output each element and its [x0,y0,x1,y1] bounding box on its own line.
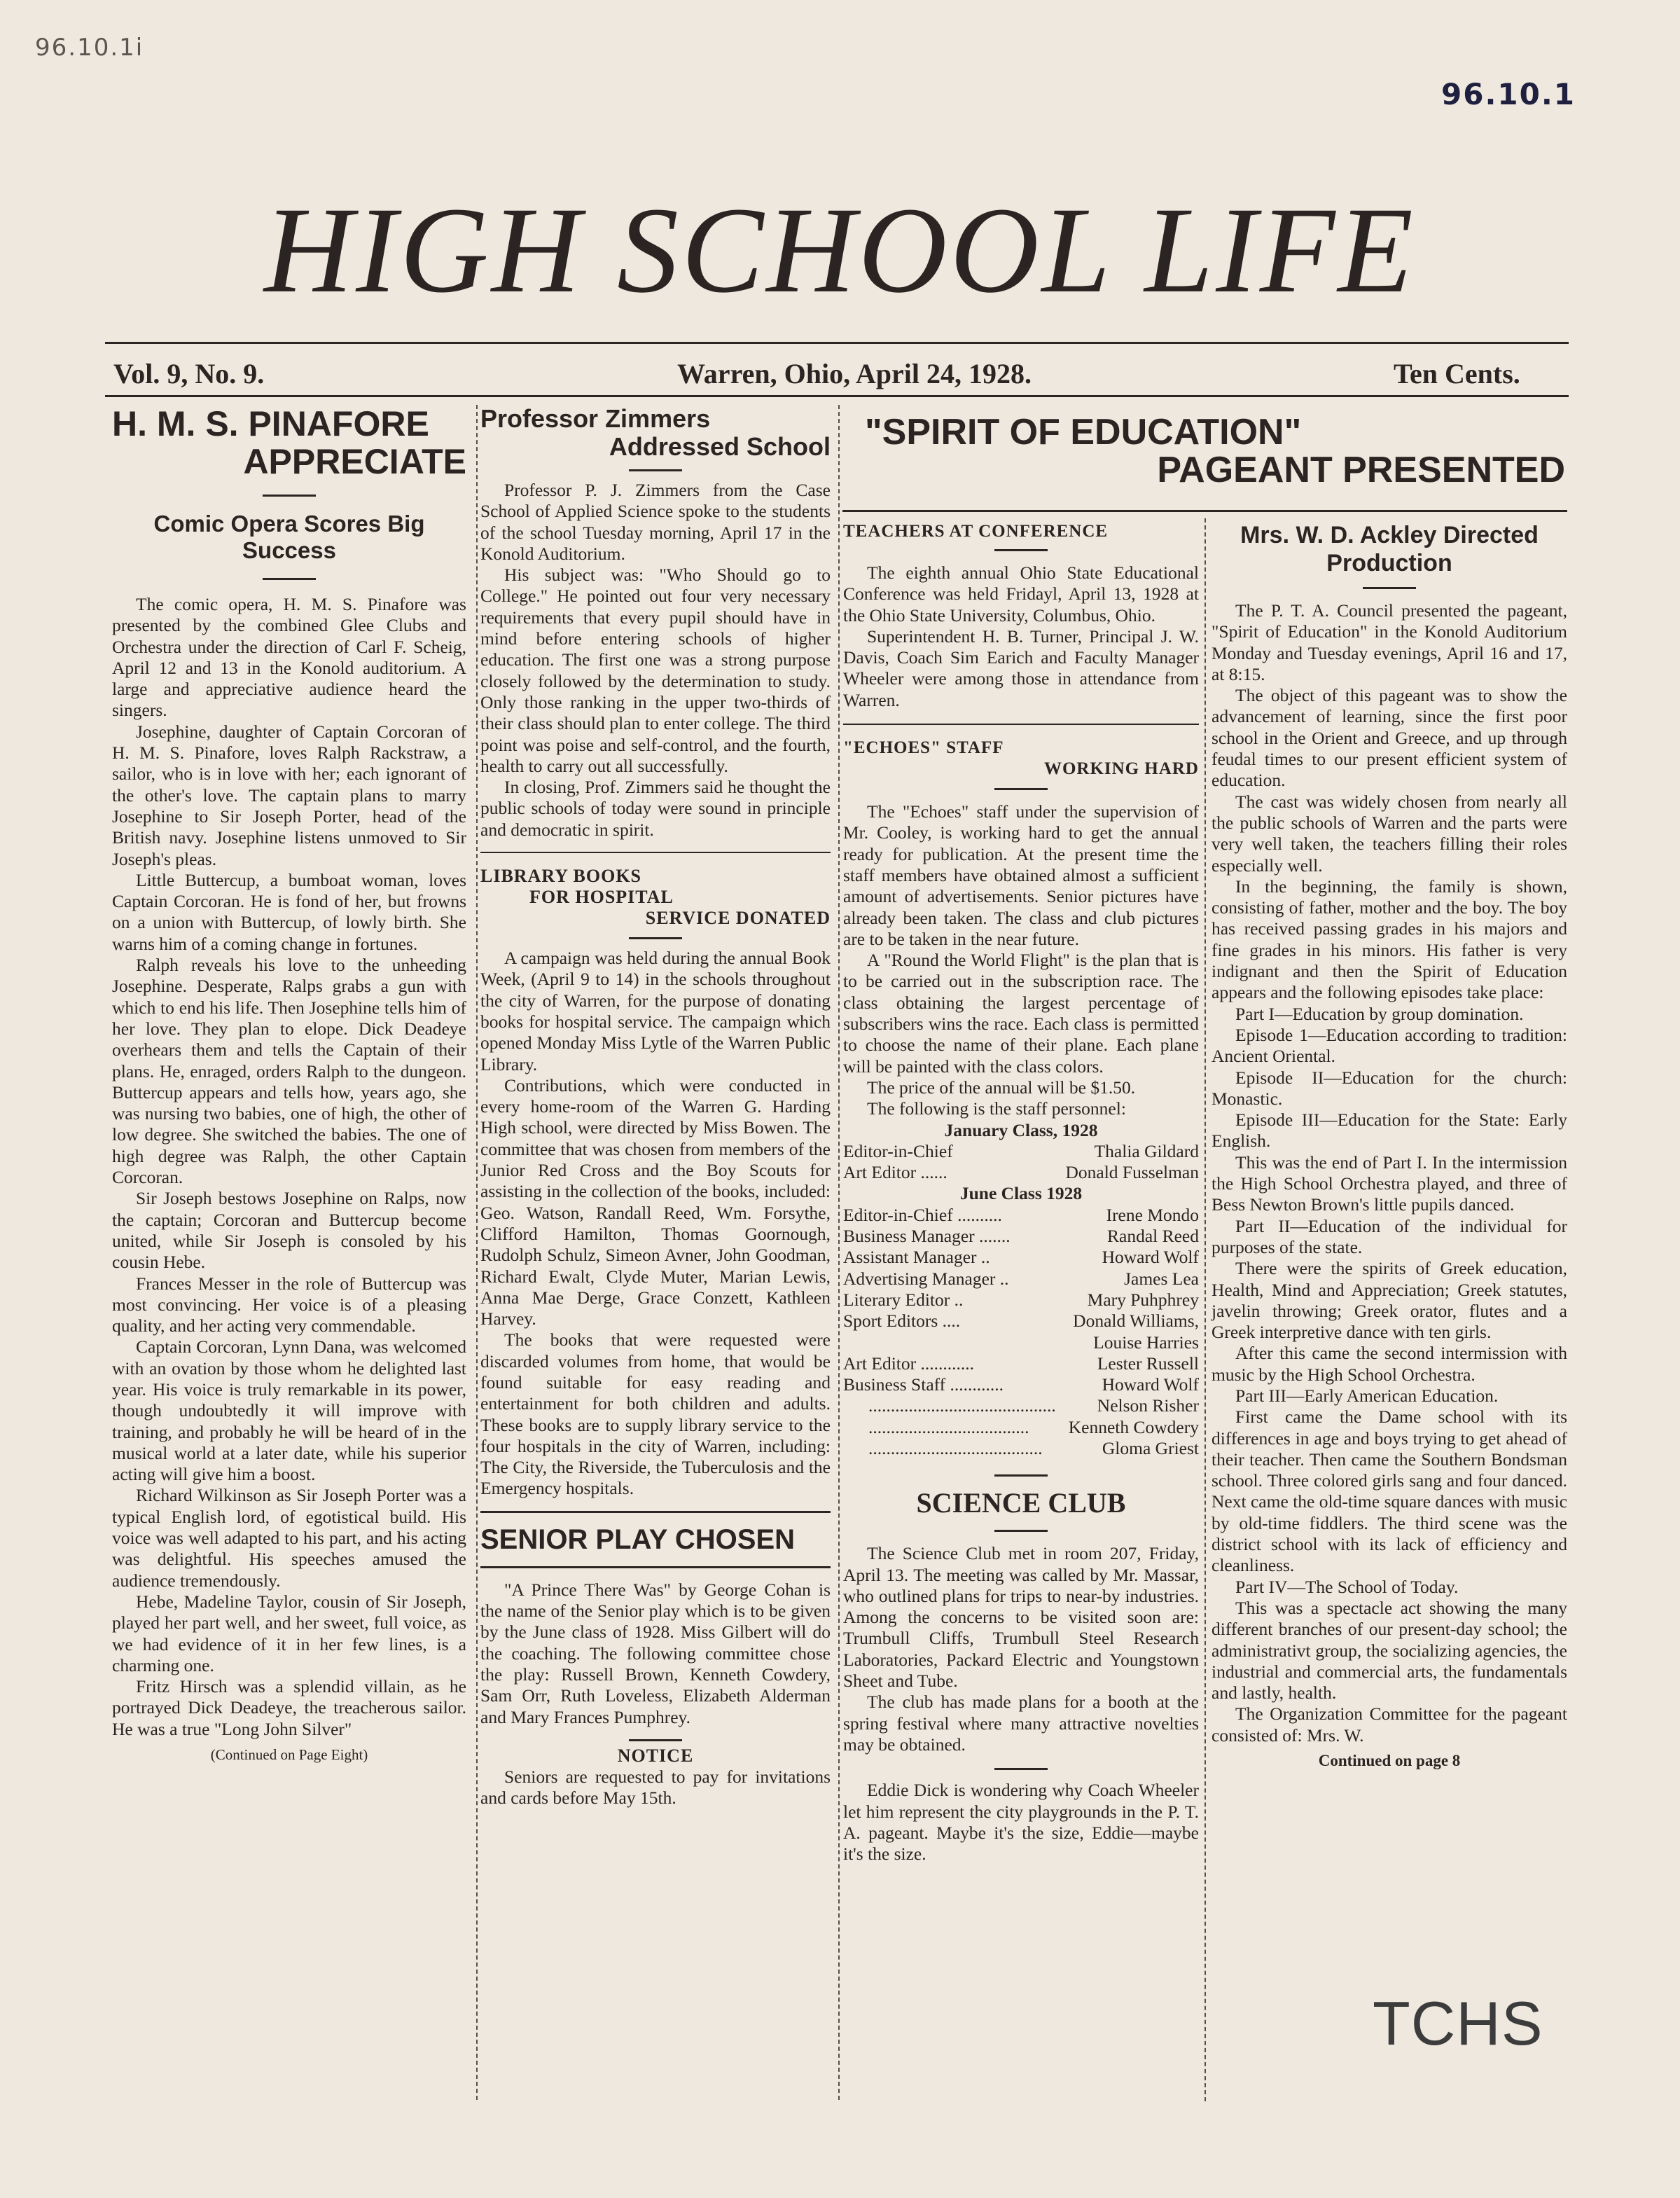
spirit-headline-line1: "SPIRIT OF EDUCATION" [865,412,1302,452]
zimmers-headline-line1: Professor Zimmers [480,404,711,433]
library-headline-line1: LIBRARY BOOKS [480,866,642,887]
staff-name: Howard Wolf [1102,1247,1199,1268]
staff-role: Sport Editors .... [843,1311,961,1332]
staff-name: Kenneth Cowdery [1068,1416,1199,1437]
pageant-paragraph: The Organization Committee for the pageant consisted of: Mrs. W. [1212,1703,1567,1746]
zimmers-headline [480,405,831,461]
staff-name: Randal Reed [1107,1226,1199,1247]
separator [994,788,1048,790]
eddie-paragraph: Eddie Dick is wondering why Coach Wheeler let him represent the city playgrounds in the P. T. A. pageant. Maybe it's the size, Eddie—maybe it's the size. [843,1780,1199,1865]
staff-row [843,1226,1199,1247]
pinafore-paragraph: Fritz Hirsch was a splendid villain, as he portrayed Dick Deadeye, the treacherous sailor. He was a true "Long John Silver" [112,1676,466,1739]
staff-row [843,1438,1199,1459]
staff-role: .................................... [868,1416,1029,1437]
separator [994,1530,1048,1532]
library-headline-line2: FOR HOSPITAL [529,887,674,908]
separator [480,1566,831,1568]
staff-row [843,1332,1199,1353]
staff-row [843,1374,1199,1395]
pinafore-paragraph: Hebe, Madeline Taylor, cousin of Sir Joseph, played her part well, and her sweet, full voice, as we had evidence of it in her few lines, is a charming one. [112,1591,466,1675]
spirit-headline [865,413,1565,489]
pinafore-paragraph: Josephine, daughter of Captain Corcoran of H. M. S. Pinafore, loves Ralph Rackstraw, a sailor, who is in love with her; each ignorant of the other's love. The captain plans to marry Josephine to Sir Joseph Porter, head of the British navy. Josephine listens unmoved to Sir Joseph's pleas. [112,721,466,869]
pageant-paragraph: In the beginning, the family is shown, consisting of father, mother and the boy. The boy has received passing grades in his majors and fine grades in his minors. His father is very indignant and then the Spirit of Education appears and the following episodes take place: [1212,876,1567,1003]
echoes-paragraph: A "Round the World Flight" is the plan that is to be carried out in the subscription race. The class obtaining the largest percentage of subscribers wins the race. Each class is permitted to choose the name of their plane. Each plane will be painted with the class colors. [843,950,1199,1077]
staff-role: Art Editor ...... [843,1162,947,1183]
column-pinafore [112,405,466,1765]
staff-role: .......................................... [868,1395,1056,1416]
column-rule-3 [1205,518,1206,2101]
pageant-paragraph: Part IV—The School of Today. [1235,1576,1459,1597]
masthead-bottom-rule [105,395,1569,397]
separator [843,724,1199,725]
staff-row [843,1141,1199,1162]
pinafore-paragraph: The comic opera, H. M. S. Pinafore was presented by the combined Glee Clubs and Orchestra under the direction of Carl F. Scheig, April 12 and 13 in the Konold auditorium. A large and appreciative audience heard the singers. [112,594,466,721]
pageant-paragraph: Part I—Education by group domination. [1235,1003,1524,1024]
staff-name: Irene Mondo [1106,1204,1199,1225]
staff-row [843,1247,1199,1268]
tchs-watermark: TCHS [1373,1989,1543,2058]
separator [994,549,1048,551]
library-headline [480,866,831,929]
science-paragraph: The Science Club met in room 207, Friday, April 13. The meeting was called by Mr. Massar, who outlined plans for trips to near-by industries. Among the concerns to be visited soon are: Trumbull Cliffs, Trumbull Steel Research Laboratories, Packard Electric and Youngstown Sheet and Tube. [843,1543,1199,1692]
price: Ten Cents. [1394,358,1520,389]
pinafore-headline [112,405,466,481]
staff-role: Business Staff ............ [843,1374,1004,1395]
pinafore-headline-line1: H. M. S. PINAFORE [112,404,429,443]
pinafore-paragraph: Ralph reveals his love to the unheeding Josephine. Desperate, Ralps grabs a gun with which to end his life. Then Josephine tells him of her love. They plan to elope. Dick Deadeye overhears them and tells the Captain of their plans. He, enraged, orders Ralph to the dungeon. Buttercup appears and tells how, years ago, she was nursing two babies, one of high, the other of low degree. She switched the babies. The one of high degree was Ralph, the other Captain Corcoran. [112,955,466,1188]
staff-row [843,1395,1199,1416]
pageant-paragraph: Episode III—Education for the State: Early English. [1212,1110,1567,1152]
separator [263,495,316,497]
echoes-headline-line1: "ECHOES" STAFF [843,738,1004,758]
staff-name: Gloma Griest [1102,1437,1199,1458]
pageant-paragraph: There were the spirits of Greek education, Health, Mind and Appreciation; Greek statutes, javelin throwing; Greek orator, flutes and a Greek interpretive dance with ten girls. [1212,1258,1567,1343]
column-pageant [1212,521,1567,1771]
zimmers-headline-line2: Addressed School [609,432,831,461]
continued-note: (Continued on Page Eight) [210,1746,368,1764]
pageant-paragraph: Episode 1—Education according to tradition: Ancient Oriental. [1212,1024,1567,1067]
senior-play-paragraph: "A Prince There Was" by George Cohan is the name of the Senior play which is to be given by the June class of 1928. Miss Gilbert will do the coaching. The following committee chose the play: Russell Brown, Kenneth Cowdery, Sam Orr, Ruth Loveless, Elizabeth Alderman and Mary Frances Pumphrey. [480,1579,831,1727]
pinafore-paragraph: Little Buttercup, a bumboat woman, loves Captain Corcoran. He is fond of her, but frowns on a union with Buttercup, of lowly birth. She warns him of a coming change in fortunes. [112,869,466,954]
teachers-paragraph: Superintendent H. B. Turner, Principal J. W. Davis, Coach Sim Earich and Faculty Manager Wheeler were among those in attendance from Warren. [843,625,1199,710]
staff-row [843,1353,1199,1374]
senior-play-headline: SENIOR PLAY CHOSEN [480,1523,796,1555]
june-class-label: June Class 1928 [959,1183,1083,1204]
separator [994,1768,1048,1770]
pinafore-paragraph: Captain Corcoran, Lynn Dana, was welcomed with an ovation by those whom he delighted last year. His voice is truly remarkable in its power, though undoubtedly it will improve with training, and probably he will be heard of in the musical world at a later date, while his superior acting will give him a boost. [112,1336,466,1485]
staff-name: Donald Williams, [1073,1311,1199,1332]
staff-role: Editor-in-Chief .......... [843,1204,1002,1225]
staff-row [843,1205,1199,1226]
separator [263,578,316,580]
pageant-paragraph: First came the Dame school with its differences in age and boys trying to get ahead of their teacher. Then came the Southern Bondsman school. Three colored girls sang and four danced. Next came the old-time square dances with music by old-time fiddlers. The third scene was the district school with its lack of efficiency and cleanliness. [1212,1406,1567,1576]
staff-row [843,1269,1199,1290]
science-paragraph: The club has made plans for a booth at the spring festival where many attractive novelties may be obtained. [843,1692,1199,1755]
spirit-headline-line2: PAGEANT PRESENTED [1157,450,1565,490]
staff-name: James Lea [1124,1268,1199,1289]
notice-headline: NOTICE [617,1745,694,1766]
separator [629,1739,682,1741]
spirit-rule [842,510,1567,512]
column-zimmers [480,405,831,1809]
pageant-paragraph: Episode II—Education for the church: Monastic. [1212,1067,1567,1109]
teachers-paragraph: The eighth annual Ohio State Educational Conference was held Fridayl, April 13, 1928 at the Ohio State University, Columbus, Ohio. [843,562,1199,625]
dateline: Warren, Ohio, April 24, 1928. [677,358,1032,389]
zimmers-paragraph: His subject was: "Who Should go to College." He pointed out four very necessary requirements that every pupil should have in mind before entering schools of higher education. The first one was a strong purpose closely followed by the determination to study. Only those ranking in the upper two-thirds of their class should plan to enter college. The third point was poise and self-control, and the fourth, health to carry out all successfully. [480,565,831,776]
newspaper-title: HIGH SCHOOL LIFE [264,182,1416,319]
staff-name: Louise Harries [1093,1332,1199,1353]
staff-row [843,1311,1199,1332]
library-paragraph: Contributions, which were conducted in every home-room of the Warren G. Harding High school, were directed by Miss Bowen. The committee that was chosen from members of the Junior Red Cross and the Boy Scouts for assisting in the collection of the books, included: Geo. Watson, Randall Reed, Wm. Forsythe, Clifford Hamilton, Thomas Goornough, Rudolph Schulz, Simeon Avner, John Goodman, Richard Ewalt, Clyde Muter, Marian Lewis, Anna Mae Derge, Grace Conzett, Kathleen Harvey. [480,1074,831,1329]
volume-number: Vol. 9, No. 9. [113,358,265,389]
pageant-paragraph: Part II—Education of the individual for purposes of the state. [1212,1215,1567,1257]
column-teachers [843,521,1199,1865]
pinafore-paragraph: Sir Joseph bestows Josephine on Ralps, now the captain; Corcoran and Buttercup become united, while Sir Joseph is consoled by his cousin Hebe. [112,1188,466,1273]
staff-row [843,1417,1199,1438]
separator [629,469,682,471]
staff-name: Thalia Gildard [1094,1140,1199,1161]
zimmers-paragraph: In closing, Prof. Zimmers said he thought the public schools of today were sound in principle and democratic in spirit. [480,777,831,840]
separator [1363,587,1416,589]
staff-row [843,1162,1199,1183]
teachers-headline: TEACHERS AT CONFERENCE [843,522,1109,541]
staff-name: Lester Russell [1097,1353,1199,1374]
staff-name: Mary Puhphrey [1087,1289,1199,1310]
column-rule-1 [476,405,478,2100]
staff-name: Donald Fusselman [1065,1162,1199,1183]
separator [480,852,831,853]
january-class-label: January Class, 1928 [944,1119,1098,1140]
library-paragraph: The books that were requested were discarded volumes from home, that would be found suitable for easy reading and entertainment for both children and adults. These books are to supply library service to the four hospitals in the city of Warren, including: The City, the Riverside, the Tuberculosis and the Emergency hospitals. [480,1329,831,1499]
pinafore-paragraph: Frances Messer in the role of Buttercup was most convincing. Her voice is of a pleasing quality, and her acting very commendable. [112,1273,466,1336]
pageant-paragraph: Part III—Early American Education. [1235,1385,1499,1406]
echoes-paragraph: The price of the annual will be $1.50. [867,1077,1136,1098]
echoes-headline [843,738,1199,780]
pencil-accession-number: 96.10.1i [35,34,144,62]
library-paragraph: A campaign was held during the annual Book Week, (April 9 to 14) in the schools throughout the city of Warren, for the purpose of donating books for hospital service. The campaign which opened Monday Miss Lytle of the Warren Public Library. [480,948,831,1074]
library-headline-line3: SERVICE DONATED [645,908,831,929]
pageant-paragraph: This was a spectacle act showing the many different branches of our present-day school; the administrativt group, the socializing agencies, the industrial and commercial arts, the fundamentals and lastly, health. [1212,1597,1567,1703]
science-club-headline: SCIENCE CLUB [916,1487,1126,1519]
echoes-headline-line2: WORKING HARD [1043,759,1199,779]
echoes-paragraph: The "Echoes" staff under the supervision of Mr. Cooley, is working hard to get the annual ready for publication. At the present time the staff members have obtained almost a sufficient amount of advertisements. Senior pictures have already been taken. The class and club pictures are to be taken in the near future. [843,801,1199,949]
staff-role: Business Manager ....... [843,1226,1011,1247]
masthead-top-rule [105,342,1569,344]
marker-accession-number: 96.10.1 [1441,77,1576,111]
pageant-paragraph: This was the end of Part I. In the intermission the High School Orchestra played, and three of Bess Newton Brown's little pupils danced. [1212,1152,1567,1215]
pageant-paragraph: The P. T. A. Council presented the pageant, "Spirit of Education" in the Konold Auditorium Monday and Tuesday evenings, April 16 and 17, at 8:15. [1212,600,1567,684]
pinafore-deck: Comic Opera Scores Big Success [153,511,425,563]
staff-row [843,1290,1199,1311]
continued-note: Continued on page 8 [1318,1752,1461,1770]
staff-role: Art Editor ............ [843,1353,974,1374]
zimmers-paragraph: Professor P. J. Zimmers from the Case School of Applied Science spoke to the students of the school Tuesday morning, April 17 in the Konold Auditorium. [480,480,831,564]
separator [994,1474,1048,1477]
echoes-paragraph: The following is the staff personnel: [867,1098,1126,1119]
pageant-paragraph: After this came the second intermission with music by the High School Orchestra. [1212,1343,1567,1385]
staff-role: Advertising Manager .. [843,1268,1009,1289]
pageant-paragraph: The object of this pageant was to show the advancement of learning, since the first poor school in the Orient and Greece, and up through feudal times to our present efficient system of education. [1212,685,1567,791]
staff-role: Assistant Manager .. [843,1247,990,1268]
staff-role: Editor-in-Chief [843,1140,953,1161]
pageant-deck: Mrs. W. D. Ackley Directed Production [1240,522,1539,576]
column-rule-2 [838,405,840,2100]
staff-name: Howard Wolf [1102,1374,1199,1395]
pinafore-headline-line2: APPRECIATE [243,442,466,481]
staff-role: Literary Editor .. [843,1289,964,1310]
staff-role: ....................................... [868,1437,1043,1458]
separator [480,1511,831,1513]
separator [629,937,682,939]
notice-paragraph: Seniors are requested to pay for invitations and cards before May 15th. [480,1766,831,1809]
staff-name: Nelson Risher [1097,1395,1199,1416]
pageant-paragraph: The cast was widely chosen from nearly all the public schools of Warren and the parts were very well taken, the teachers filling their roles especially well. [1212,791,1567,876]
pinafore-paragraph: Richard Wilkinson as Sir Joseph Porter was a typical English lord, of egotistical build. His voice was well adapted to his part, and his acting was delightful. His speeches amused the audience tremendously. [112,1485,466,1591]
